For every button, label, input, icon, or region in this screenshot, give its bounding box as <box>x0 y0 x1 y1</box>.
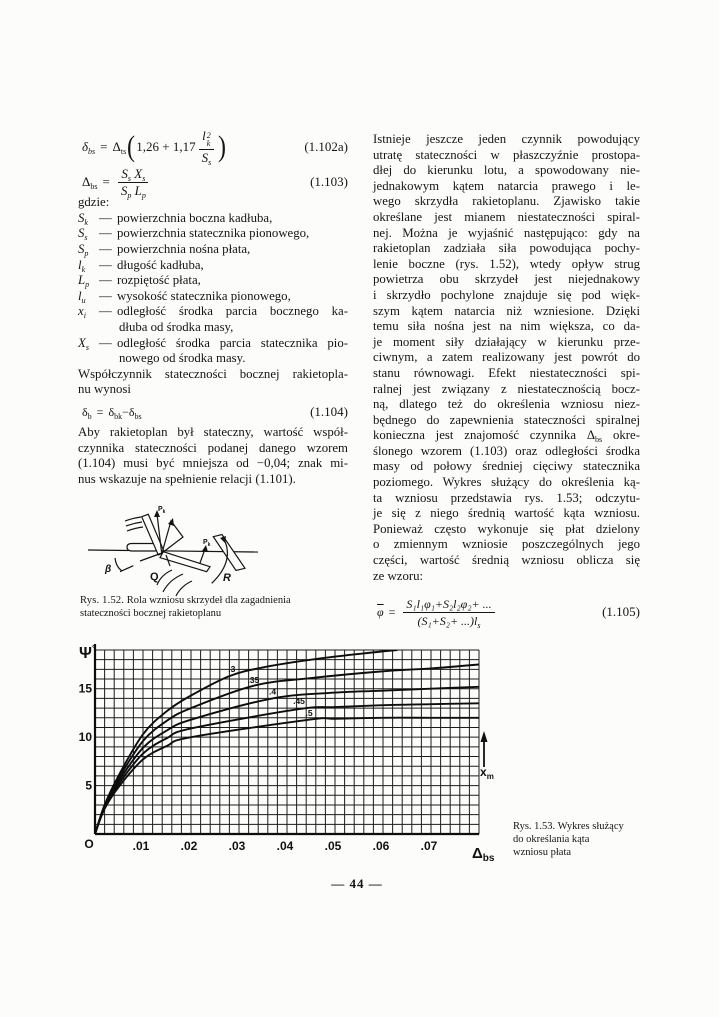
curve-label: .4 <box>269 686 277 697</box>
eq-equals: = <box>96 404 104 419</box>
curve-series-0 <box>95 650 397 834</box>
text-line: ciwnym, a zatem realizowany jest powrót do <box>373 350 640 365</box>
caption-line: stateczności bocznej rakietoplanu <box>80 607 222 619</box>
text-line: ralnej jest związany z niestatecznością bocz- <box>373 381 640 396</box>
caption-line: Rys. 1.52. Rola wzniosu skrzydeł dla zagadnienia <box>80 595 291 606</box>
eq-lhs-phi-bar: $\overline{\varphi}$ <box>377 604 384 619</box>
x-axis-label: $\Delta_{bs}$ <box>472 845 495 864</box>
x-tick-label: .05 <box>324 839 342 853</box>
page-number: — 44 — <box>331 876 383 891</box>
origin-label: O <box>84 837 94 851</box>
label-beta: β <box>105 564 112 575</box>
eq-equals: = <box>102 174 110 189</box>
text-line: Ponieważ często wykonuje się płat dzielony <box>373 521 640 536</box>
definition-item: $S_k$ — powierzchnia boczna kadłuba, <box>78 210 273 227</box>
equation-1-104 <box>82 402 348 422</box>
close-paren: ) <box>218 130 227 163</box>
equation-1-102a <box>82 128 348 167</box>
text-line: je moment siły działający w kierunku prze- <box>373 334 640 349</box>
definitions-list <box>78 211 348 367</box>
text-line: jednakowym kątem natarcia prawego i le- <box>373 178 640 193</box>
text-line: powietrza obu skrzydeł jest niejednakowy <box>373 272 640 287</box>
xm-arrow-annotation <box>480 731 494 781</box>
text-line: konieczna jest znajomość czynnika $\Delta_{bs}$ okre- <box>373 428 640 445</box>
right-column <box>373 132 640 584</box>
beta-line <box>120 566 133 572</box>
text-line: Istnieje jeszcze jeden czynnik powodujący <box>373 132 640 146</box>
label-r: R <box>223 572 231 584</box>
y-tick-label: 5 <box>85 778 92 793</box>
eq-minus: − <box>122 404 129 419</box>
text-line: temu siła nośna jest na nim większa, co da- <box>373 319 640 334</box>
text-line: określane jest mianem niestateczności spiral- <box>373 209 640 224</box>
paragraph-coefficient <box>78 367 348 398</box>
open-paren: ( <box>127 130 136 163</box>
text-line: nu wynosi <box>78 382 131 397</box>
chart-grid <box>95 650 479 834</box>
xm-label: $x_m$ <box>480 765 494 781</box>
curve-label: .5 <box>305 707 313 718</box>
dihedral-line <box>140 553 162 561</box>
text-line: ze wzoru: <box>373 568 424 583</box>
text-line: nej. Można je wyjaśnić następująco: gdy na <box>373 225 640 240</box>
x-tick-label: .07 <box>420 839 438 853</box>
x-tick-label: .06 <box>372 839 390 853</box>
equation-number: (1.103) <box>310 174 348 189</box>
text-line: masy od połowy średniej cięciwy statecznika <box>373 459 640 474</box>
equation-1-103 <box>82 166 348 198</box>
text-line: wego skrzydła rakietoplanu. Zjawisko takie <box>373 194 640 209</box>
x-tick-label: .02 <box>180 839 198 853</box>
eq-factor: $\Delta_{ts}$ <box>112 139 127 156</box>
text-line: ną, dlatego też do określenia wzniosu niez- <box>373 397 640 412</box>
text-line: i skrzydło pochylone znajduje się pod więk- <box>373 287 640 302</box>
label-force-top: $P_k$ <box>158 506 166 515</box>
airflow-line <box>176 581 192 596</box>
eq-equals: = <box>388 604 396 619</box>
paragraph-stability <box>78 425 348 487</box>
y-tick-label: 15 <box>78 681 92 696</box>
eq-lhs: $\delta_b$ <box>82 404 92 421</box>
text-line: lenie boczne (rys. 1.52), wtedy opływ strug <box>373 256 640 271</box>
text-line: o zmiennym wzniosie poszczególnych jego <box>373 537 640 552</box>
text-line: będnego do zapewnienia stateczności spiralnej <box>373 412 640 427</box>
figure-1-53-caption <box>513 821 624 859</box>
force-parallelogram <box>162 521 183 553</box>
caption-line: do określania kąta <box>513 833 590 845</box>
caption-line: wzniosu płata <box>513 846 572 858</box>
text-line: ta wzniosu przedstawia rys. 1.53; odczytu- <box>373 490 640 505</box>
equation-number: (1.105) <box>602 604 640 619</box>
eq-term-1: $\delta_{bk}$ <box>108 404 123 421</box>
equation-number: (1.104) <box>310 404 348 419</box>
delta-bs-symbol: $\Delta_{bs}$ <box>586 428 603 445</box>
text-line: (1.104) musi być mniejsza od −0,04; znak mi- <box>78 456 348 471</box>
eq-equals: = <box>100 139 108 154</box>
figure-1-52-wing-dihedral-diagram <box>78 500 268 600</box>
eq-fraction: $\frac{\text{S₁l₁φ₁+S₂l₂φ₂+ ...}}{(S_1+S_2+ ...)l_s}$ <box>403 597 494 628</box>
curve-label: .35 <box>247 674 260 685</box>
eq-lhs: $\delta_{bs}$ <box>82 139 96 156</box>
text-line: poziomego. Wykres służący do określenia ką- <box>373 475 640 490</box>
where-label: gdzie: <box>78 195 110 209</box>
text-line: nus wskazuje na spełnienie relacji (1.101). <box>78 471 296 486</box>
x-tick-label: .01 <box>132 839 150 853</box>
y-axis-label: Ψ° <box>79 643 96 662</box>
label-force-right: $P_k$ <box>203 539 211 548</box>
y-tick-label: 10 <box>78 730 92 745</box>
eq-fraction: $\frac{S_s X_s}{S_p L_p}$ <box>118 167 149 198</box>
text-line: rakietoplan zadziała siła powodująca pochy- <box>373 241 640 256</box>
airflow-line <box>125 517 141 521</box>
curve-label: .3 <box>228 664 236 675</box>
airflow-line <box>126 522 142 526</box>
text-line: dłej do kierunku lotu, a spowodowany nie- <box>373 163 640 178</box>
definition-item: $L_p$ — rozpiętość płata, <box>78 273 201 290</box>
figure-1-52-caption <box>80 595 291 621</box>
airflow-line <box>127 527 143 531</box>
caption-line: Rys. 1.53. Wykres służący <box>513 821 624 832</box>
curve-label: .45 <box>293 696 305 707</box>
definition-item: $l_k$ — długość kadłuba, <box>78 257 204 274</box>
text-line: Współczynnik stateczności bocznej rakietopla- <box>78 366 348 381</box>
arrow-up-icon <box>481 731 488 742</box>
beta-angle-arc <box>115 558 122 571</box>
eq-term-2: $\delta_{bs}$ <box>128 404 142 421</box>
definition-continuation: nowego od środka masy. <box>119 351 246 366</box>
definition-item: $x_i$ — odległość środka parcia bocznego ka- <box>78 304 348 321</box>
tail-fin-shape <box>213 535 245 571</box>
label-q: Q <box>150 571 159 583</box>
definition-item: $S_p$ — powierzchnia nośna płata, <box>78 241 251 258</box>
text-line: szym kątem natarcia niż wzniesione. Dzięki <box>373 303 640 318</box>
text-line: ślonego wzorem (1.103) oraz odległości środka <box>373 443 640 458</box>
x-tick-label: .04 <box>276 839 294 853</box>
definition-item: $X_s$ — odległość środka parcia statecznika pio- <box>78 335 348 352</box>
figure-1-53-dihedral-chart <box>60 628 510 868</box>
definition-continuation: dłuba od środka masy, <box>119 319 234 334</box>
arrowhead-icon <box>168 518 174 526</box>
eq-terms: 1,26 + 1,17 <box>136 139 196 154</box>
definition-item: $S_s$ — powierzchnia statecznika pionowego, <box>78 226 310 243</box>
x-tick-label: .03 <box>228 839 246 853</box>
text-line: czynnika stateczności podanej danego wzorem <box>78 440 348 455</box>
equation-number: (1.102a) <box>304 139 348 154</box>
definition-item: $l_u$ — wysokość statecznika pionowego, <box>78 288 291 305</box>
text-line: Aby rakietoplan był stateczny, wartość współ- <box>78 425 348 439</box>
eq-lhs: $\Delta_{bs}$ <box>82 174 98 191</box>
text-line: utratę stateczności w płaszczyźnie prostopa- <box>373 147 640 162</box>
eq-fraction: l 2 k $S_s$ <box>199 129 215 165</box>
text-line: stanu równowagi. Efekt niestateczności spi- <box>373 365 640 380</box>
text-line: części, wartość średnią wzniosu oblicza się <box>373 553 640 568</box>
text-line: je się z niego średnią wartość kąta wzniosu. <box>373 506 640 521</box>
equation-1-105 <box>377 596 640 628</box>
